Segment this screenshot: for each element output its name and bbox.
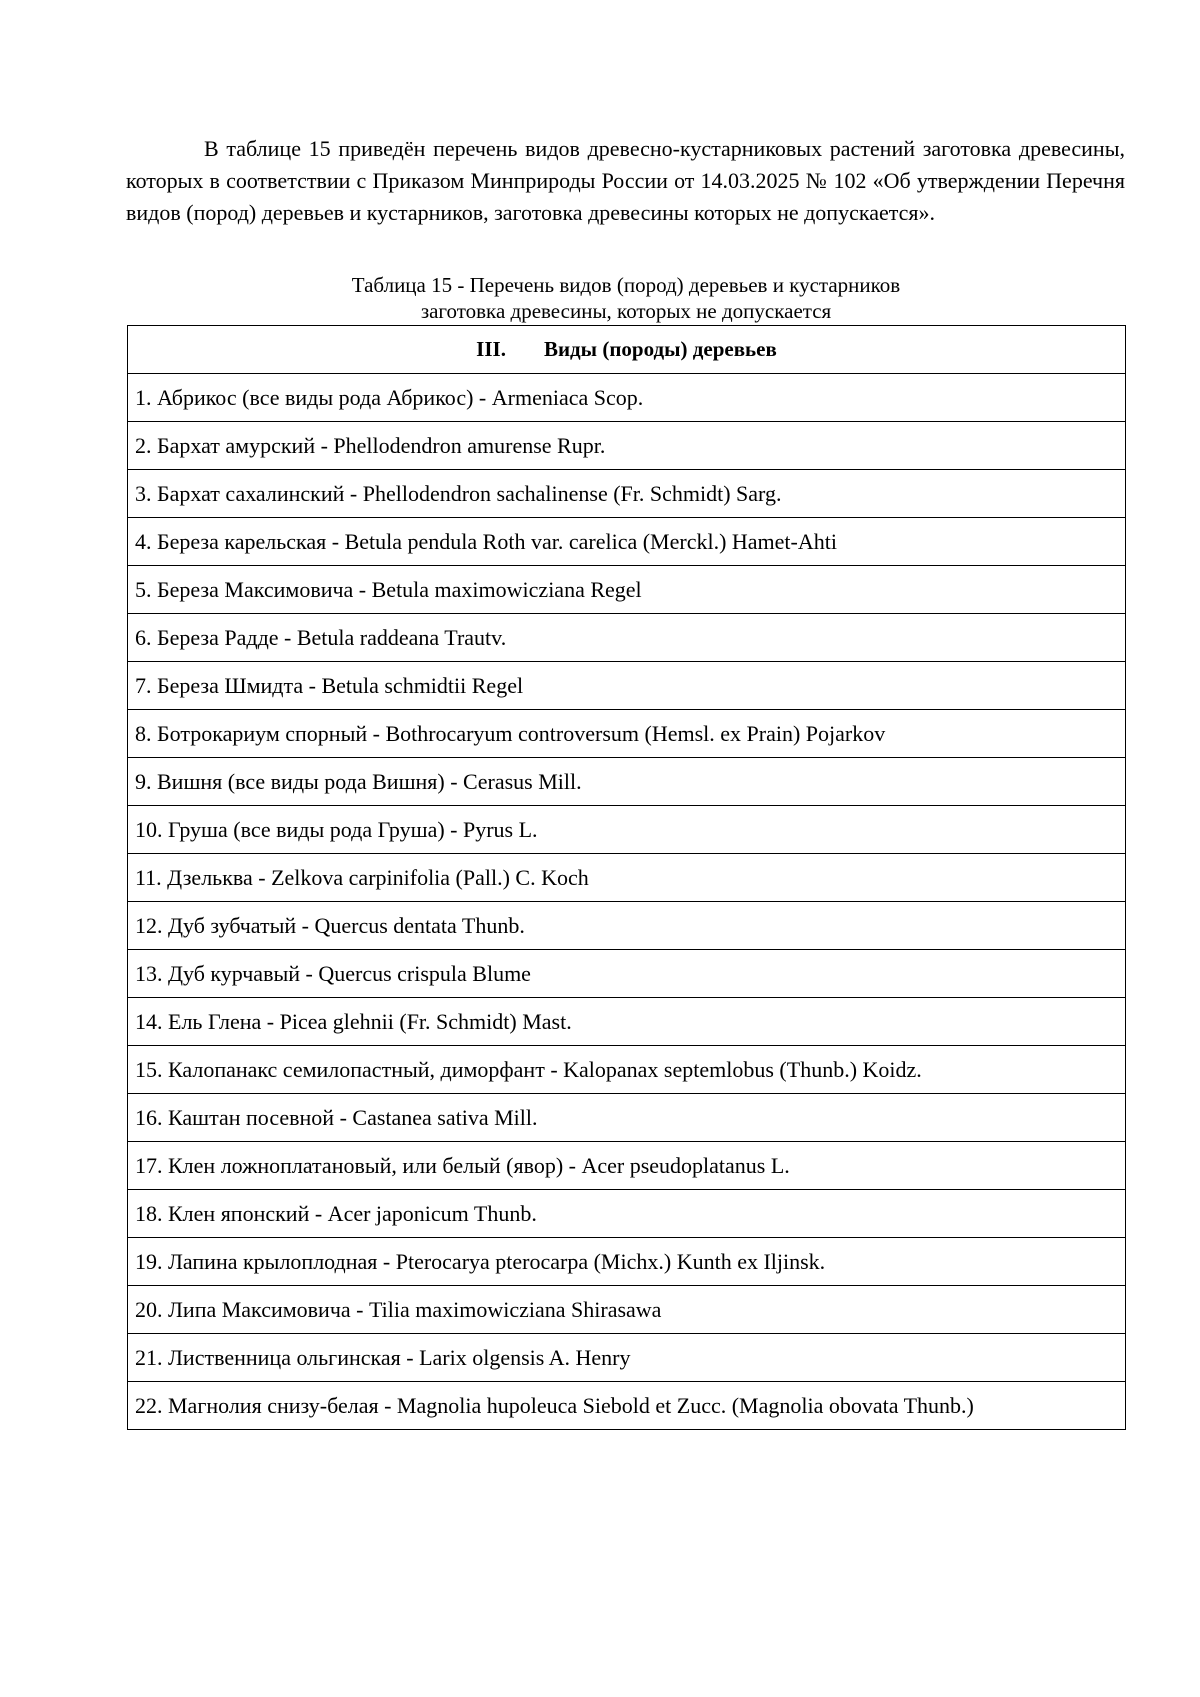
table-row (128, 1094, 1126, 1142)
species-table (127, 325, 1126, 1430)
section-number: III. (476, 337, 506, 361)
species-cell: 9. Вишня (все виды рода Вишня) - Cerasus Mill. (128, 758, 1126, 806)
table-header-row (128, 326, 1126, 374)
species-cell: 21. Лиственница ольгинская - Larix olgensis A. Henry (128, 1334, 1126, 1382)
species-cell: 2. Бархат амурский - Phellodendron amurense Rupr. (128, 422, 1126, 470)
species-cell: 14. Ель Глена - Picea glehnii (Fr. Schmidt) Mast. (128, 998, 1126, 1046)
section-title: Виды (породы) деревьев (543, 337, 777, 361)
table-row (128, 950, 1126, 998)
species-cell: 10. Груша (все виды рода Груша) - Pyrus L. (128, 806, 1126, 854)
table-row (128, 518, 1126, 566)
species-cell: 3. Бархат сахалинский - Phellodendron sachalinense (Fr. Schmidt) Sarg. (128, 470, 1126, 518)
table-row (128, 1382, 1126, 1430)
table-row (128, 662, 1126, 710)
species-cell: 6. Береза Радде - Betula raddeana Trautv. (128, 614, 1126, 662)
table-row (128, 902, 1126, 950)
table-row (128, 1190, 1126, 1238)
species-cell: 19. Лапина крылоплодная - Pterocarya pterocarpa (Michx.) Kunth ex Iljinsk. (128, 1238, 1126, 1286)
table-row (128, 998, 1126, 1046)
species-cell: 18. Клен японский - Acer japonicum Thunb. (128, 1190, 1126, 1238)
table-row (128, 1286, 1126, 1334)
species-cell: 13. Дуб курчавый - Quercus crispula Blume (128, 950, 1126, 998)
species-cell: 4. Береза карельская - Betula pendula Roth var. carelica (Merckl.) Hamet-Ahti (128, 518, 1126, 566)
table-row (128, 374, 1126, 422)
table-row (128, 614, 1126, 662)
species-cell: 5. Береза Максимовича - Betula maximowicziana Regel (128, 566, 1126, 614)
species-cell: 11. Дзельква - Zelkova carpinifolia (Pall.) C. Koch (128, 854, 1126, 902)
table-row (128, 1334, 1126, 1382)
table-row (128, 758, 1126, 806)
table-caption (126, 272, 1126, 324)
table-row (128, 422, 1126, 470)
table-row (128, 806, 1126, 854)
species-cell: 15. Калопанакс семилопастный, диморфант - Kalopanax septemlobus (Thunb.) Koidz. (128, 1046, 1126, 1094)
species-cell: 16. Каштан посевной - Castanea sativa Mill. (128, 1094, 1126, 1142)
table-row (128, 1142, 1126, 1190)
species-cell: 7. Береза Шмидта - Betula schmidtii Regel (128, 662, 1126, 710)
species-cell: 12. Дуб зубчатый - Quercus dentata Thunb. (128, 902, 1126, 950)
table-row (128, 1046, 1126, 1094)
species-cell: 17. Клен ложноплатановый, или белый (явор) - Acer pseudoplatanus L. (128, 1142, 1126, 1190)
table-row (128, 710, 1126, 758)
species-cell: 8. Ботрокариум спорный - Bothrocaryum controversum (Hemsl. ex Prain) Pojarkov (128, 710, 1126, 758)
table-row (128, 470, 1126, 518)
table-row (128, 1238, 1126, 1286)
table-row (128, 854, 1126, 902)
table-section-header (128, 326, 1126, 374)
table-row (128, 566, 1126, 614)
table-caption-line-1: Таблица 15 - Перечень видов (пород) деревьев и кустарников (351, 273, 901, 297)
species-cell: 1. Абрикос (все виды рода Абрикос) - Armeniaca Scop. (128, 374, 1126, 422)
species-cell: 22. Магнолия снизу-белая - Magnolia hupoleuca Siebold et Zucc. (Magnolia obovata Thunb.) (128, 1382, 1126, 1430)
species-cell: 20. Липа Максимовича - Tilia maximowicziana Shirasawa (128, 1286, 1126, 1334)
table-caption-line-2: заготовка древесины, которых не допускается (420, 299, 832, 323)
intro-paragraph: В таблице 15 приведён перечень видов древесно-кустарниковых растений заготовка древесины, которых в соответствии с Приказом Минприроды России от 14.03.2025 № 102 «Об утверждении Перечня видов (пород) деревьев и кустарников, заготовка древесины которых не допускается». (126, 136, 1125, 225)
